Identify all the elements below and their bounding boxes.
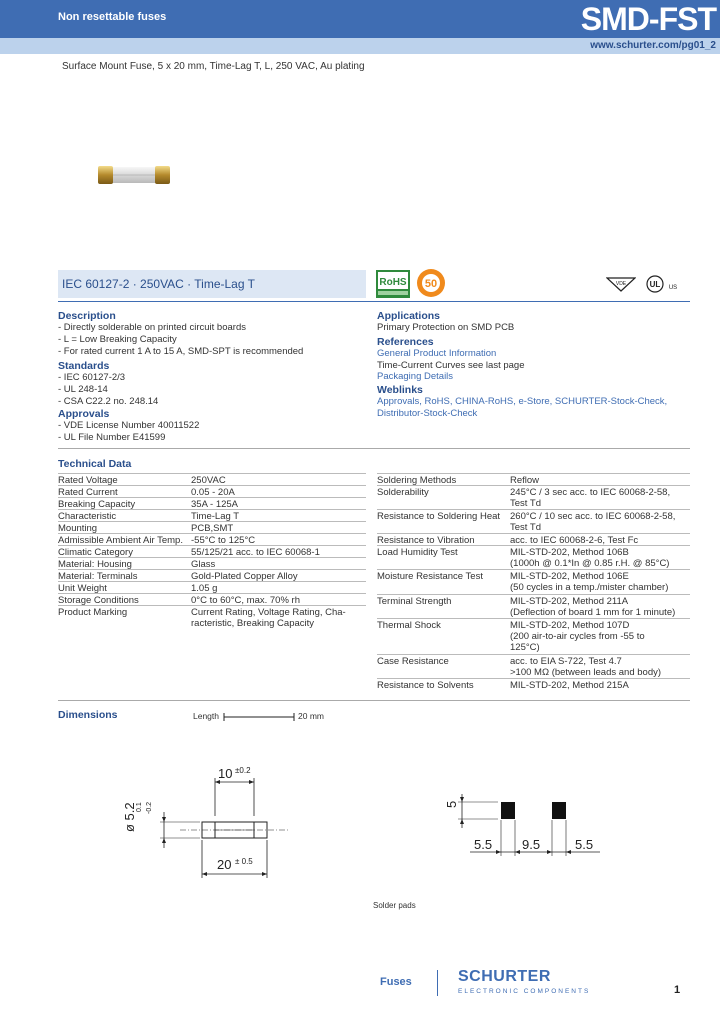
technical-divider [58,448,690,449]
pad-width-left-label: 5.5 [474,837,493,852]
references-heading: References [377,336,434,348]
solder-pads-caption: Solder pads [373,901,416,910]
tech-row-left [58,473,366,486]
rohs-label: RoHS [379,277,407,288]
tech-value: 0°C to 60°C, max. 70% rh [191,595,300,606]
tech-value: 0.05 - 20A [191,487,235,498]
tech-value: Time-Lag T [191,511,240,522]
category-title: Non resettable fuses [58,11,167,23]
standards-line-3: - CSA C22.2 no. 248.14 [58,396,159,407]
tech-row-right [377,678,690,691]
tech-key: Rated Voltage [58,475,118,486]
schurter-logo-subtitle: ELECTRONIC COMPONENTS [458,988,591,995]
product-url-link[interactable]: www.schurter.com/pg01_2 [590,40,716,51]
tech-row-left [58,557,366,570]
tech-key: Load Humidity Test [377,547,458,558]
tech-key: Moisture Resistance Test [377,571,483,582]
dim-20-label: 20 [217,857,232,872]
applications-heading: Applications [377,310,441,322]
tech-value: MIL-STD-202, Method 215A [510,680,629,691]
tech-key: Rated Current [58,487,118,498]
length-value: 20 mm [298,711,324,721]
svg-text:UL: UL [649,280,661,289]
tech-value: racteristic, Breaking Capacity [191,618,315,629]
tech-key: Product Marking [58,607,128,618]
tech-key: Characteristic [58,511,117,522]
tech-row-left [58,545,366,558]
tech-row-right [377,594,690,618]
tech-row-left [58,593,366,606]
approvals-line-2: - UL File Number E41599 [58,432,166,443]
standards-line-2: - UL 248-14 [58,384,108,395]
solder-pad-drawing [440,790,610,865]
vde-icon [606,276,636,292]
tech-key: Material: Housing [58,559,132,570]
dim-52-tolerance-top: 0.1 [136,802,143,812]
tech-value: MIL-STD-202, Method 107D [510,620,630,631]
tech-key: Soldering Methods [377,475,457,486]
fifty-year-icon [416,268,446,298]
tech-value: 35A - 125A [191,499,239,510]
tech-key: Solderability [377,487,429,498]
technical-heading: Technical Data [58,458,132,470]
tech-row-left [58,569,366,582]
tech-value: MIL-STD-202, Method 211A [510,596,629,607]
tech-row-right [377,533,690,546]
page-number: 1 [674,984,681,996]
schurter-logo: SCHURTER [458,968,551,985]
fifty-label: 50 [424,278,438,290]
tech-value: (1000h @ 0.1*In @ 0.85 r.H. @ 85°C) [510,558,670,569]
standards-line-1: - IEC 60127-2/3 [58,372,126,383]
tech-value: Reflow [510,475,540,486]
tech-value: 245°C / 3 sec acc. to IEC 60068-2-58, [510,487,671,498]
tech-value: PCB,SMT [191,523,234,534]
tech-key: Resistance to Soldering Heat [377,511,501,522]
description-line-1: - Directly solderable on printed circuit boards [58,322,246,333]
product-subtitle: Surface Mount Fuse, 5 x 20 mm, Time-Lag T, L, 250 VAC, Au plating [62,61,365,72]
description-line-3: - For rated current 1 A to 15 A, SMD-SPT is recommended [58,346,304,357]
tech-row-left [58,485,366,498]
length-label: Length [193,711,219,721]
tech-value: (50 cycles in a temp./mister chamber) [510,582,669,593]
packaging-details-link[interactable]: Packaging Details [377,371,454,382]
dimensions-heading: Dimensions [58,709,118,721]
dim-52-label: ø 5.2 [122,802,137,832]
dim-52-tolerance-bottom: -0.2 [146,801,153,814]
spec-line: IEC 60127-2 · 250VAC · Time-Lag T [62,277,255,291]
pad-height-label: 5 [444,800,459,808]
tech-row-left [58,521,366,534]
tech-key: Resistance to Vibration [377,535,475,546]
tech-value: -55°C to 125°C [191,535,256,546]
weblinks-heading: Weblinks [377,384,423,396]
tech-value: 1.05 g [191,583,218,594]
description-line-2: - L = Low Breaking Capacity [58,334,177,345]
tech-value: (200 air-to-air cycles from -55 to [510,631,645,642]
tech-key: Mounting [58,523,98,534]
time-current-curves-text: Time-Current Curves see last page [377,360,525,371]
pad-width-right-label: 5.5 [575,837,594,852]
tech-row-right [377,618,690,653]
tech-row-right [377,509,690,533]
footer-separator [437,970,438,996]
vde-label: VDE [615,281,627,287]
tech-value: 125°C) [510,642,540,653]
tech-value: Test Td [510,498,541,509]
tech-value: acc. to EIA S-722, Test 4.7 [510,656,622,667]
tech-value: Test Td [510,522,541,533]
tech-row-left [58,509,366,522]
fuse-image [98,164,170,186]
section-divider [58,301,690,302]
ul-icon [641,274,681,294]
tech-row-left [58,497,366,510]
tech-value: 250VAC [191,475,226,486]
tech-key: Climatic Category [58,547,133,558]
approvals-line-1: - VDE License Number 40011522 [58,420,200,431]
tech-value: MIL-STD-202, Method 106B [510,547,629,558]
dim-10-label: 10 [218,766,233,781]
tech-key: Unit Weight [58,583,107,594]
tech-row-right [377,654,690,678]
tech-value: 55/125/21 acc. to IEC 60068-1 [191,547,320,558]
weblinks-line-1[interactable]: Approvals, RoHS, CHINA-RoHS, e-Store, SCHURTER-Stock-Check, [377,396,668,407]
tech-key: Thermal Shock [377,620,441,631]
product-title: SMD-FST [580,1,716,37]
rohs-icon [376,270,410,298]
tech-row-left [58,605,366,629]
tech-key: Terminal Strength [377,596,452,607]
svg-text:US: US [668,285,678,291]
description-heading: Description [58,310,116,322]
tech-key: Resistance to Solvents [377,680,474,691]
footer-fuses: Fuses [380,976,412,988]
tech-value: Glass [191,559,216,570]
dimensions-divider [58,700,690,701]
tech-row-right [377,545,690,569]
standards-heading: Standards [58,360,110,372]
weblinks-line-2[interactable]: Distributor-Stock-Check [377,408,478,419]
tech-row-right [377,569,690,593]
approvals-heading: Approvals [58,408,110,420]
tech-row-right [377,485,690,509]
tech-row-right [377,473,690,486]
pad-gap-label: 9.5 [522,837,541,852]
tech-key: Admissible Ambient Air Temp. [58,535,183,546]
tech-value: 260°C / 10 sec acc. to IEC 60068-2-58, [510,511,676,522]
tech-value: MIL-STD-202, Method 106E [510,571,629,582]
tech-key: Storage Conditions [58,595,139,606]
tech-value: acc. to IEC 60068-2-6, Test Fc [510,535,639,546]
tech-key: Case Resistance [377,656,449,667]
tech-key: Breaking Capacity [58,499,136,510]
tech-value: Gold-Plated Copper Alloy [191,571,298,582]
tech-row-left [58,533,366,546]
tech-row-left [58,581,366,594]
general-product-information-link[interactable]: General Product Information [377,348,497,359]
dim-20-tolerance: ± 0.5 [235,857,253,866]
length-arrow-icon [222,712,298,722]
tech-key: Material: Terminals [58,571,138,582]
dim-10-tolerance: ±0.2 [235,766,251,775]
applications-line-1: Primary Protection on SMD PCB [377,322,515,333]
tech-value: Current Rating, Voltage Rating, Cha- [191,607,346,618]
tech-value: (Deflection of board 1 mm for 1 minute) [510,607,676,618]
tech-value: >100 MΩ (between leads and body) [510,667,662,678]
